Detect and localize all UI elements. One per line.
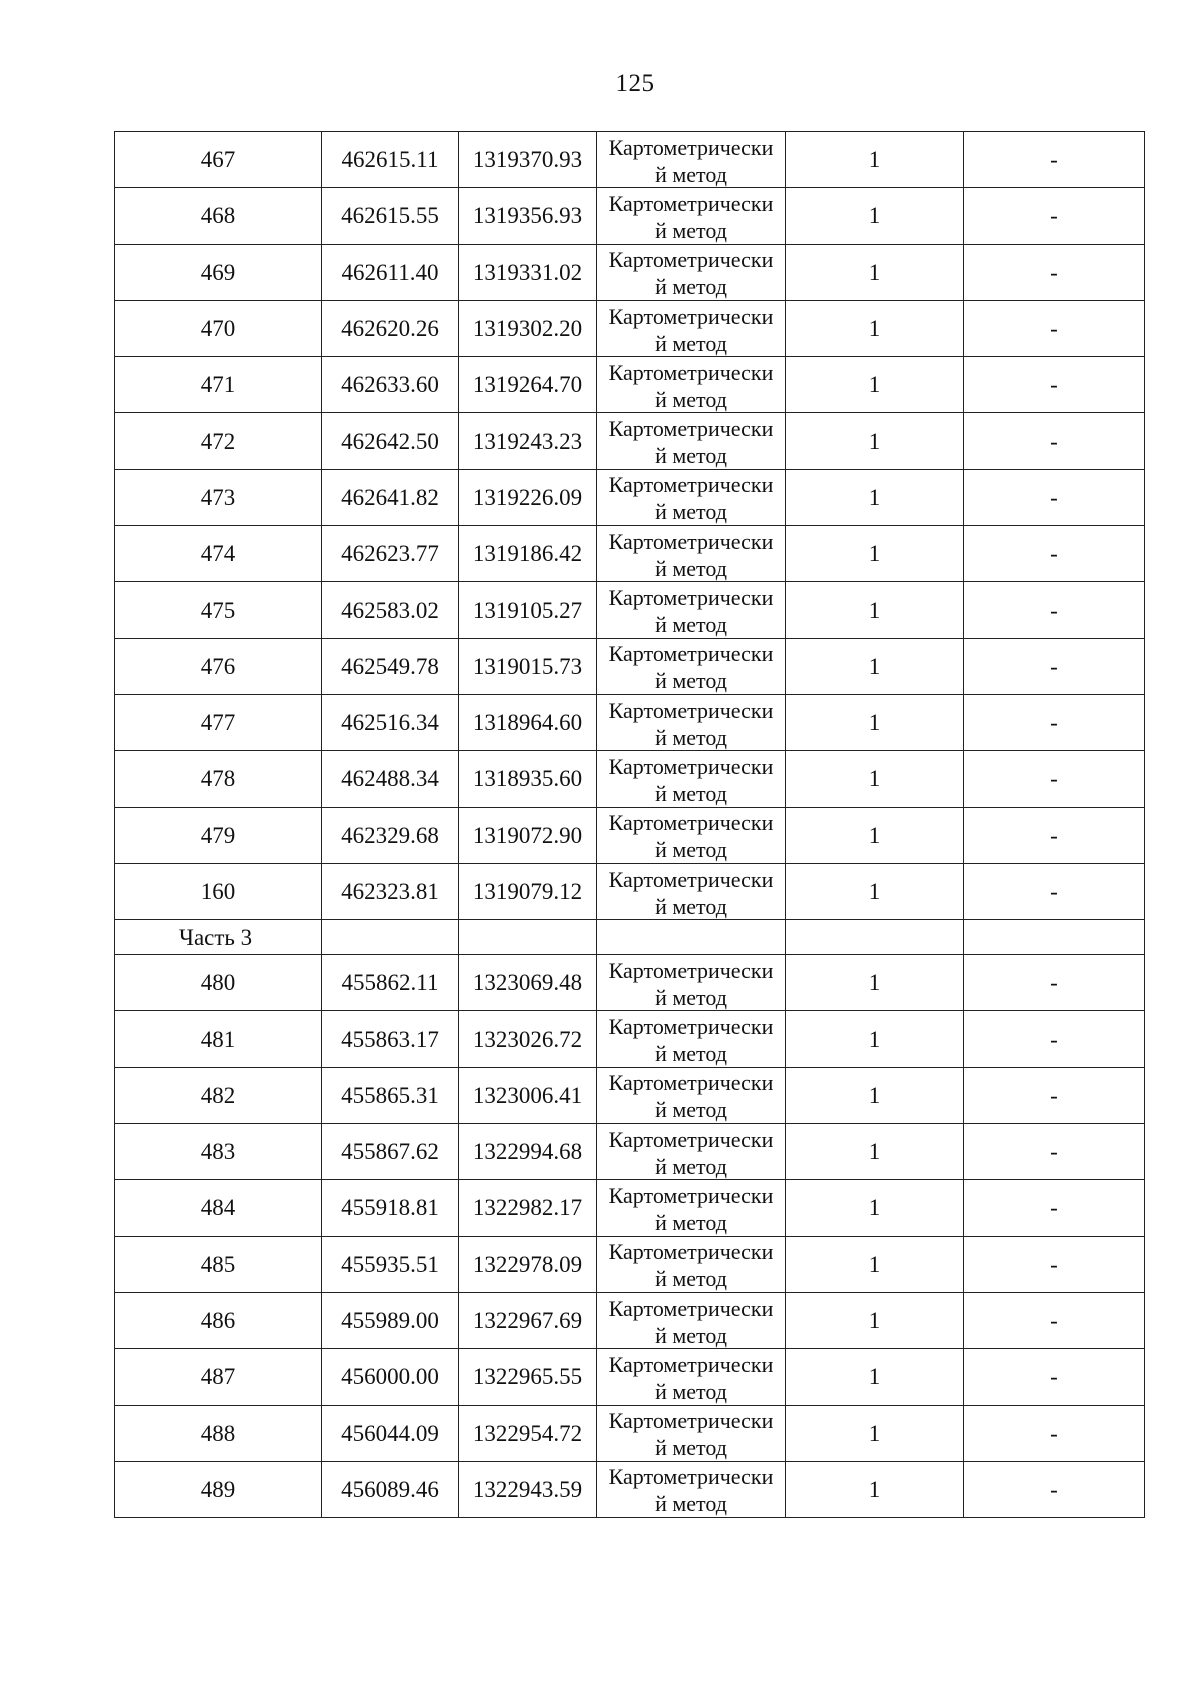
method-cell [597, 1180, 786, 1236]
y-coordinate-cell: 1319186.42 [459, 526, 597, 582]
table-row [115, 807, 1145, 863]
x-coordinate-cell: 462642.50 [322, 413, 459, 469]
y-coordinate-cell: 1319356.93 [459, 188, 597, 244]
table-row [115, 526, 1145, 582]
y-coordinate-cell: 1322965.55 [459, 1349, 597, 1405]
method-text-line1: Картометрически [608, 472, 774, 498]
point-number-cell: 482 [115, 1067, 322, 1123]
empty-cell [597, 920, 786, 955]
method-cell [597, 1067, 786, 1123]
method-text-line2: й метод [655, 330, 727, 356]
description-cell: - [964, 1405, 1145, 1461]
method-text-line1: Картометрически [608, 957, 774, 983]
x-coordinate-cell: 455935.51 [322, 1236, 459, 1292]
point-number-cell: 160 [115, 863, 322, 919]
description-cell: - [964, 1124, 1145, 1180]
x-coordinate-cell: 462641.82 [322, 469, 459, 525]
accuracy-cell: 1 [786, 526, 964, 582]
method-text-line2: й метод [655, 893, 727, 919]
x-coordinate-cell: 462488.34 [322, 751, 459, 807]
table-row [115, 582, 1145, 638]
y-coordinate-cell: 1318935.60 [459, 751, 597, 807]
table-row [115, 863, 1145, 919]
method-cell [597, 751, 786, 807]
accuracy-cell: 1 [786, 413, 964, 469]
table-row [115, 1011, 1145, 1067]
method-cell [597, 1236, 786, 1292]
method-text-line1: Картометрически [608, 1464, 774, 1490]
method-text-line1: Картометрически [608, 753, 774, 779]
method-text-line1: Картометрически [608, 416, 774, 442]
method-cell [597, 300, 786, 356]
point-number-cell: 472 [115, 413, 322, 469]
description-cell: - [964, 469, 1145, 525]
accuracy-cell: 1 [786, 188, 964, 244]
accuracy-cell: 1 [786, 955, 964, 1011]
table-row [115, 469, 1145, 525]
method-text-line1: Картометрически [608, 1351, 774, 1377]
method-text-line2: й метод [655, 1322, 727, 1348]
method-text-line1: Картометрически [608, 866, 774, 892]
point-number-cell: 476 [115, 638, 322, 694]
method-text-line2: й метод [655, 274, 727, 300]
y-coordinate-cell: 1322978.09 [459, 1236, 597, 1292]
description-cell: - [964, 694, 1145, 750]
table-row [115, 955, 1145, 1011]
y-coordinate-cell: 1319079.12 [459, 863, 597, 919]
method-text-line1: Картометрически [608, 1239, 774, 1265]
y-coordinate-cell: 1319370.93 [459, 132, 597, 188]
accuracy-cell: 1 [786, 1349, 964, 1405]
x-coordinate-cell: 462549.78 [322, 638, 459, 694]
y-coordinate-cell: 1319072.90 [459, 807, 597, 863]
method-text-line2: й метод [655, 386, 727, 412]
x-coordinate-cell: 456089.46 [322, 1461, 459, 1517]
method-cell [597, 188, 786, 244]
description-cell: - [964, 1180, 1145, 1236]
accuracy-cell: 1 [786, 1461, 964, 1517]
method-text-line2: й метод [655, 612, 727, 638]
accuracy-cell: 1 [786, 469, 964, 525]
description-cell: - [964, 1292, 1145, 1348]
method-text-line1: Картометрически [608, 585, 774, 611]
description-cell: - [964, 188, 1145, 244]
method-cell [597, 582, 786, 638]
description-cell: - [964, 955, 1145, 1011]
table-section-row [115, 920, 1145, 955]
description-cell: - [964, 1011, 1145, 1067]
point-number-cell: 467 [115, 132, 322, 188]
x-coordinate-cell: 462623.77 [322, 526, 459, 582]
point-number-cell: 477 [115, 694, 322, 750]
point-number-cell: 488 [115, 1405, 322, 1461]
accuracy-cell: 1 [786, 582, 964, 638]
accuracy-cell: 1 [786, 1236, 964, 1292]
method-text-line2: й метод [655, 555, 727, 581]
method-text-line1: Картометрически [608, 1182, 774, 1208]
description-cell: - [964, 413, 1145, 469]
method-text-line1: Картометрически [608, 190, 774, 216]
y-coordinate-cell: 1319331.02 [459, 244, 597, 300]
point-number-cell: 471 [115, 357, 322, 413]
method-cell [597, 132, 786, 188]
table-row [115, 1124, 1145, 1180]
y-coordinate-cell: 1318964.60 [459, 694, 597, 750]
x-coordinate-cell: 462633.60 [322, 357, 459, 413]
method-text-line1: Картометрически [608, 303, 774, 329]
y-coordinate-cell: 1322982.17 [459, 1180, 597, 1236]
accuracy-cell: 1 [786, 1405, 964, 1461]
method-cell [597, 357, 786, 413]
point-number-cell: 487 [115, 1349, 322, 1405]
accuracy-cell: 1 [786, 357, 964, 413]
method-cell [597, 638, 786, 694]
description-cell: - [964, 357, 1145, 413]
x-coordinate-cell: 455865.31 [322, 1067, 459, 1123]
x-coordinate-cell: 462329.68 [322, 807, 459, 863]
description-cell: - [964, 300, 1145, 356]
method-text-line2: й метод [655, 1041, 727, 1067]
method-cell [597, 526, 786, 582]
y-coordinate-cell: 1319243.23 [459, 413, 597, 469]
method-text-line2: й метод [655, 1378, 727, 1404]
y-coordinate-cell: 1323026.72 [459, 1011, 597, 1067]
point-number-cell: 480 [115, 955, 322, 1011]
method-cell [597, 413, 786, 469]
method-text-line2: й метод [655, 1097, 727, 1123]
description-cell: - [964, 582, 1145, 638]
point-number-cell: 468 [115, 188, 322, 244]
accuracy-cell: 1 [786, 807, 964, 863]
accuracy-cell: 1 [786, 132, 964, 188]
accuracy-cell: 1 [786, 751, 964, 807]
empty-cell [322, 920, 459, 955]
method-text-line1: Картометрически [608, 1014, 774, 1040]
method-text-line2: й метод [655, 1266, 727, 1292]
accuracy-cell: 1 [786, 244, 964, 300]
method-text-line2: й метод [655, 1153, 727, 1179]
method-cell [597, 1405, 786, 1461]
coordinates-table [114, 131, 1145, 1518]
table-row [115, 300, 1145, 356]
y-coordinate-cell: 1322994.68 [459, 1124, 597, 1180]
table-row [115, 1067, 1145, 1123]
method-cell [597, 1124, 786, 1180]
point-number-cell: 489 [115, 1461, 322, 1517]
x-coordinate-cell: 455867.62 [322, 1124, 459, 1180]
page-number: 125 [615, 70, 655, 97]
table-row [115, 1405, 1145, 1461]
accuracy-cell: 1 [786, 1124, 964, 1180]
description-cell: - [964, 1067, 1145, 1123]
table-row [115, 244, 1145, 300]
y-coordinate-cell: 1319264.70 [459, 357, 597, 413]
x-coordinate-cell: 462583.02 [322, 582, 459, 638]
table-row [115, 1349, 1145, 1405]
method-cell [597, 469, 786, 525]
description-cell: - [964, 1349, 1145, 1405]
y-coordinate-cell: 1319226.09 [459, 469, 597, 525]
y-coordinate-cell: 1322967.69 [459, 1292, 597, 1348]
method-text-line1: Картометрически [608, 1070, 774, 1096]
x-coordinate-cell: 462620.26 [322, 300, 459, 356]
description-cell: - [964, 526, 1145, 582]
accuracy-cell: 1 [786, 1011, 964, 1067]
method-text-line2: й метод [655, 984, 727, 1010]
table-row [115, 413, 1145, 469]
accuracy-cell: 1 [786, 638, 964, 694]
method-cell [597, 1011, 786, 1067]
description-cell: - [964, 132, 1145, 188]
table-row [115, 188, 1145, 244]
table-row [115, 132, 1145, 188]
method-text-line1: Картометрически [608, 247, 774, 273]
point-number-cell: 479 [115, 807, 322, 863]
table-row [115, 638, 1145, 694]
method-text-line2: й метод [655, 724, 727, 750]
x-coordinate-cell: 456044.09 [322, 1405, 459, 1461]
empty-cell [786, 920, 964, 955]
point-number-cell: 483 [115, 1124, 322, 1180]
method-text-line1: Картометрически [608, 810, 774, 836]
table-row [115, 357, 1145, 413]
point-number-cell: 473 [115, 469, 322, 525]
coordinates-table-body [115, 132, 1145, 1518]
method-cell [597, 955, 786, 1011]
point-number-cell: 485 [115, 1236, 322, 1292]
point-number-cell: 475 [115, 582, 322, 638]
x-coordinate-cell: 462615.55 [322, 188, 459, 244]
method-cell [597, 244, 786, 300]
y-coordinate-cell: 1319105.27 [459, 582, 597, 638]
empty-cell [964, 920, 1145, 955]
method-text-line2: й метод [655, 1435, 727, 1461]
accuracy-cell: 1 [786, 300, 964, 356]
method-text-line2: й метод [655, 837, 727, 863]
table-row [115, 1236, 1145, 1292]
point-number-cell: 481 [115, 1011, 322, 1067]
method-cell [597, 1461, 786, 1517]
table-row [115, 751, 1145, 807]
x-coordinate-cell: 462516.34 [322, 694, 459, 750]
method-text-line2: й метод [655, 161, 727, 187]
table-row [115, 1180, 1145, 1236]
table-row [115, 694, 1145, 750]
method-text-line2: й метод [655, 443, 727, 469]
description-cell: - [964, 1461, 1145, 1517]
description-cell: - [964, 863, 1145, 919]
y-coordinate-cell: 1322943.59 [459, 1461, 597, 1517]
point-number-cell: 484 [115, 1180, 322, 1236]
point-number-cell: 478 [115, 751, 322, 807]
method-text-line2: й метод [655, 668, 727, 694]
x-coordinate-cell: 462615.11 [322, 132, 459, 188]
y-coordinate-cell: 1319015.73 [459, 638, 597, 694]
section-label: Часть 3 [115, 920, 322, 955]
method-text-line2: й метод [655, 499, 727, 525]
accuracy-cell: 1 [786, 1292, 964, 1348]
method-text-line2: й метод [655, 217, 727, 243]
y-coordinate-cell: 1323006.41 [459, 1067, 597, 1123]
x-coordinate-cell: 462323.81 [322, 863, 459, 919]
method-text-line2: й метод [655, 1491, 727, 1517]
description-cell: - [964, 1236, 1145, 1292]
point-number-cell: 474 [115, 526, 322, 582]
table-row [115, 1292, 1145, 1348]
x-coordinate-cell: 455863.17 [322, 1011, 459, 1067]
description-cell: - [964, 751, 1145, 807]
method-text-line1: Картометрически [608, 359, 774, 385]
description-cell: - [964, 244, 1145, 300]
method-text-line1: Картометрически [608, 697, 774, 723]
description-cell: - [964, 807, 1145, 863]
method-cell [597, 694, 786, 750]
x-coordinate-cell: 455918.81 [322, 1180, 459, 1236]
point-number-cell: 469 [115, 244, 322, 300]
method-text-line1: Картометрически [608, 528, 774, 554]
y-coordinate-cell: 1323069.48 [459, 955, 597, 1011]
x-coordinate-cell: 455862.11 [322, 955, 459, 1011]
empty-cell [459, 920, 597, 955]
method-text-line2: й метод [655, 780, 727, 806]
method-cell [597, 863, 786, 919]
point-number-cell: 486 [115, 1292, 322, 1348]
method-cell [597, 1349, 786, 1405]
x-coordinate-cell: 462611.40 [322, 244, 459, 300]
method-text-line1: Картометрически [608, 1126, 774, 1152]
description-cell: - [964, 638, 1145, 694]
x-coordinate-cell: 456000.00 [322, 1349, 459, 1405]
method-text-line1: Картометрически [608, 134, 774, 160]
accuracy-cell: 1 [786, 1067, 964, 1123]
method-text-line2: й метод [655, 1209, 727, 1235]
y-coordinate-cell: 1322954.72 [459, 1405, 597, 1461]
method-cell [597, 1292, 786, 1348]
accuracy-cell: 1 [786, 1180, 964, 1236]
method-text-line1: Картометрически [608, 641, 774, 667]
table-row [115, 1461, 1145, 1517]
accuracy-cell: 1 [786, 863, 964, 919]
point-number-cell: 470 [115, 300, 322, 356]
method-cell [597, 807, 786, 863]
method-text-line1: Картометрически [608, 1295, 774, 1321]
x-coordinate-cell: 455989.00 [322, 1292, 459, 1348]
y-coordinate-cell: 1319302.20 [459, 300, 597, 356]
accuracy-cell: 1 [786, 694, 964, 750]
method-text-line1: Картометрически [608, 1408, 774, 1434]
